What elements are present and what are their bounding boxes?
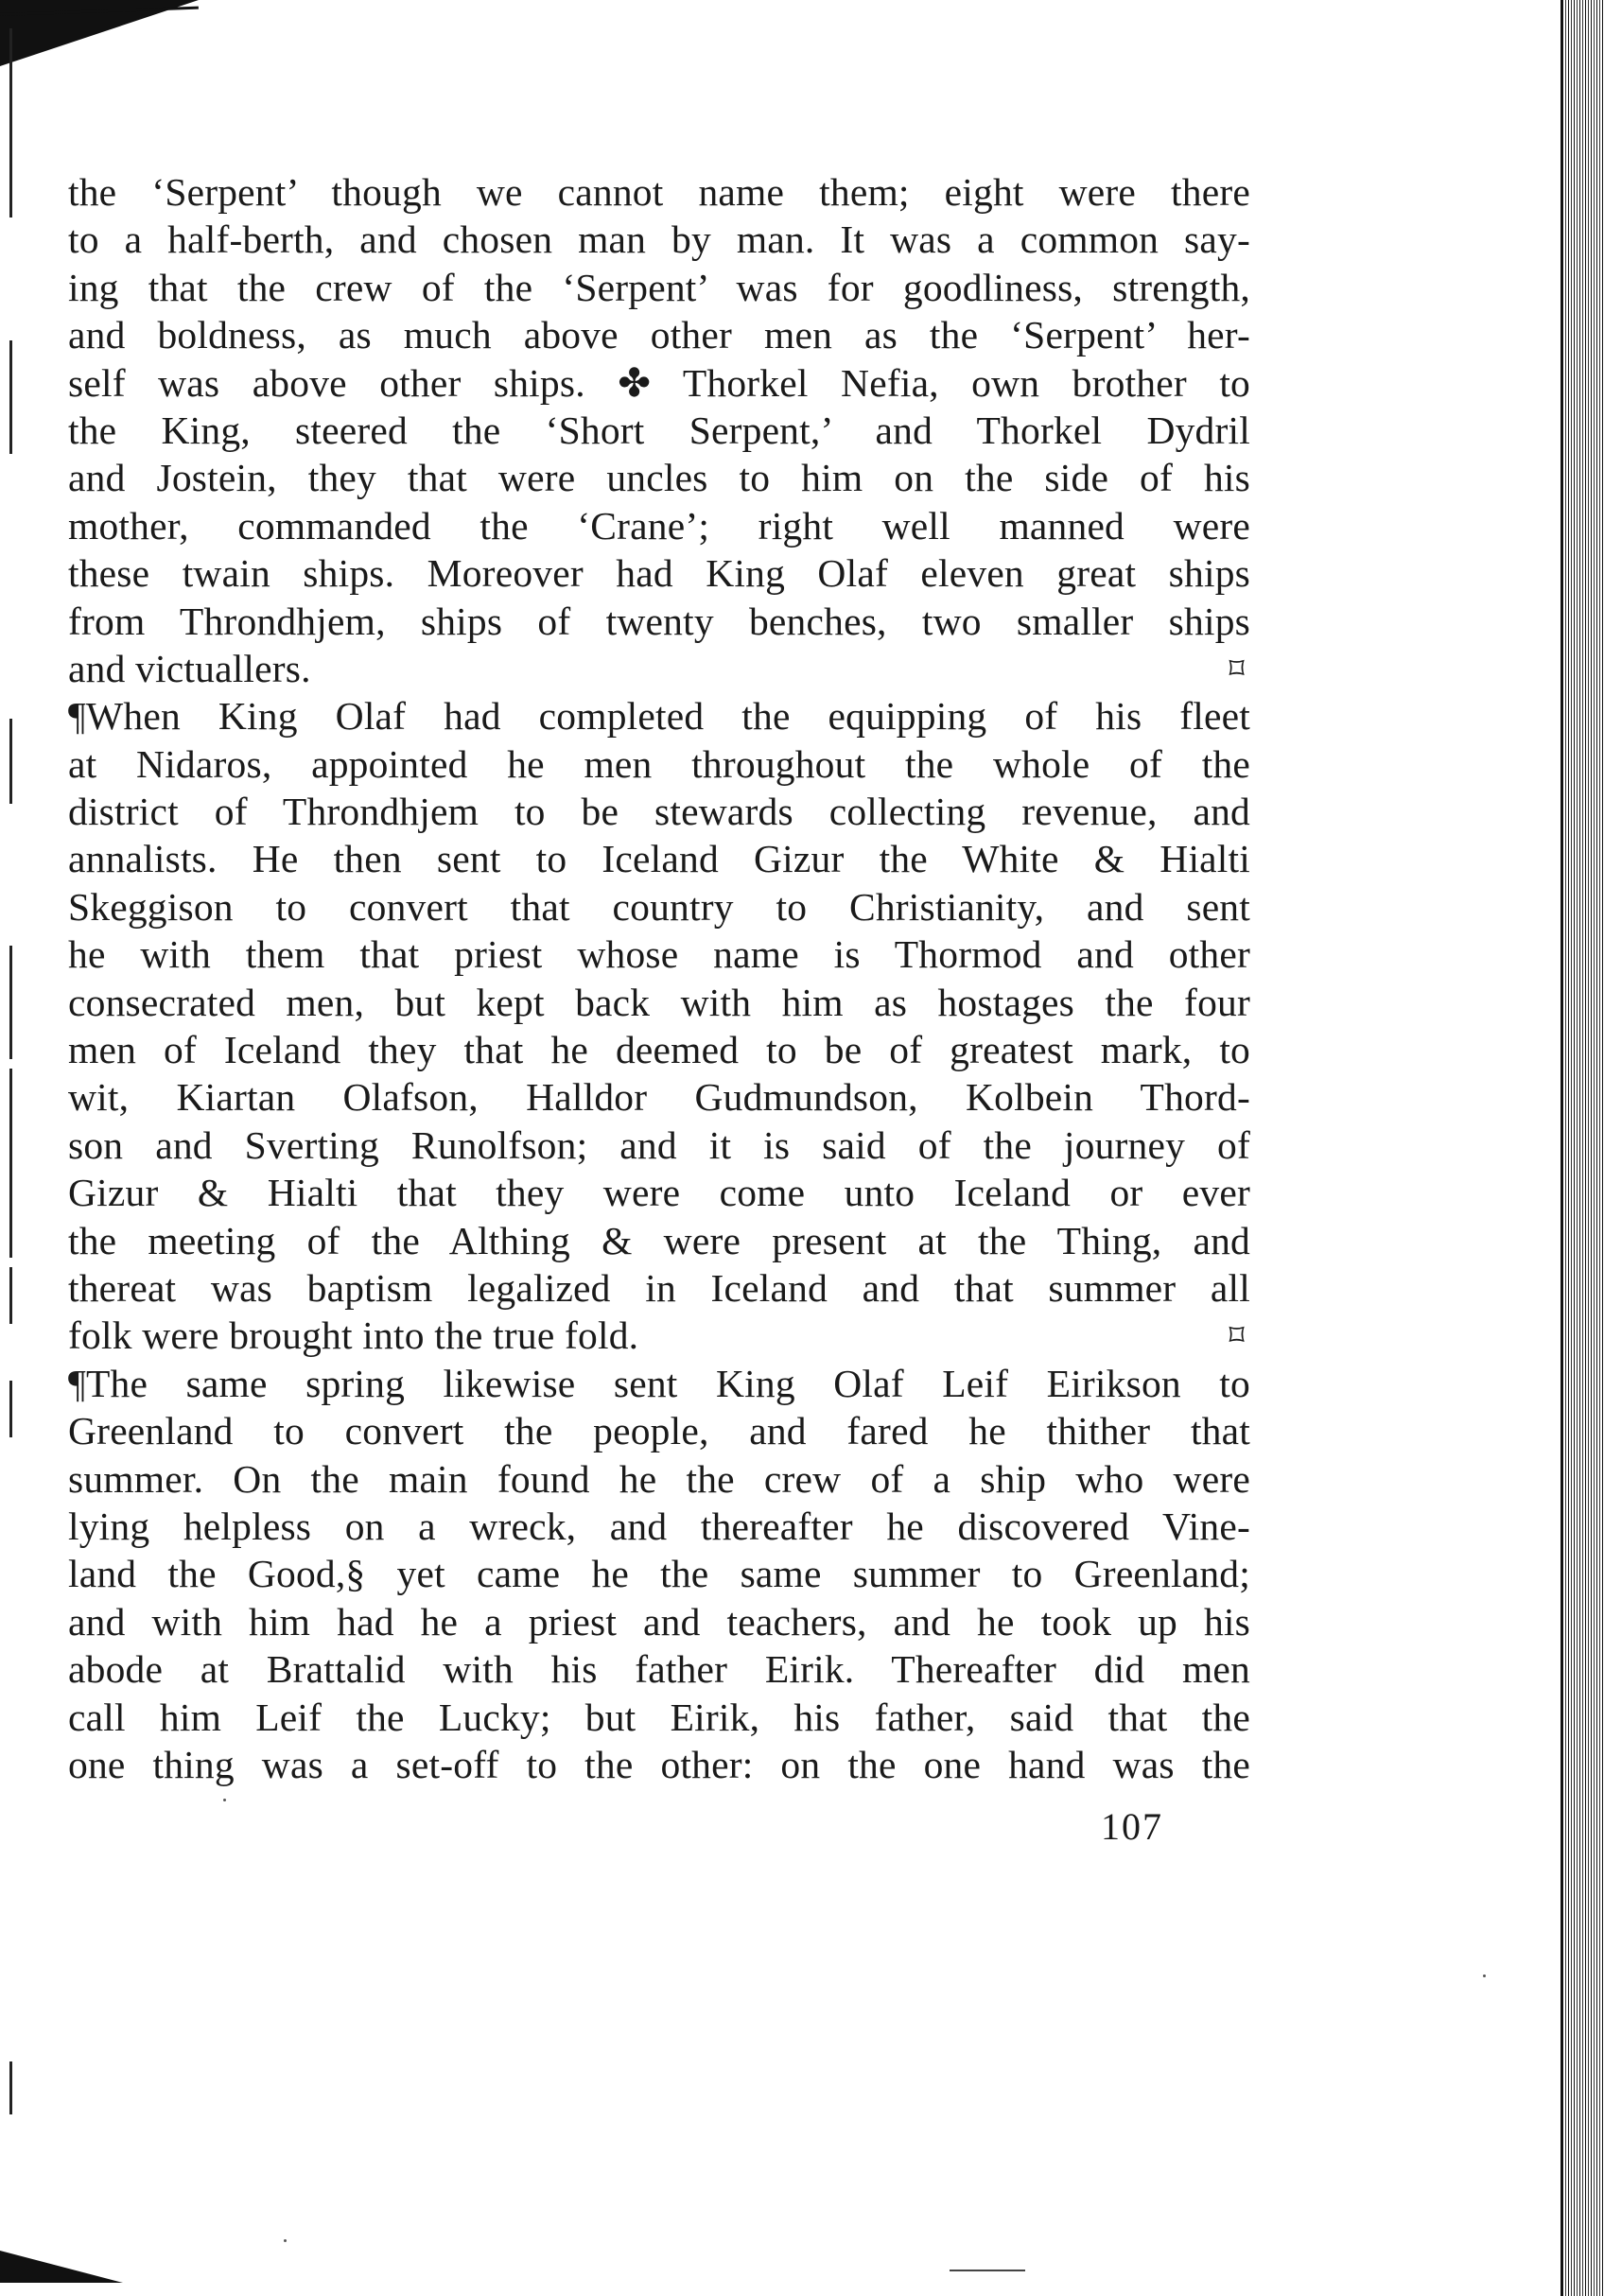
scan-footer-smudge: [950, 2270, 1025, 2271]
paragraph-end-mark-icon: ⌑: [1229, 1317, 1245, 1354]
text-line: ing that the crew of the ‘Serpent’ was for goodliness, strength,: [68, 265, 1250, 309]
text-line: annalists. He then sent to Iceland Gizur the White & Hialti: [68, 837, 1250, 881]
scan-left-rule: [9, 2061, 12, 2114]
text-line: one thing was a set-off to the other: on the one hand was the: [68, 1742, 1250, 1786]
text-line: the King, steered the ‘Short Serpent,’ and Thorkel Dydril: [68, 408, 1250, 452]
scan-left-rule: [9, 1381, 12, 1437]
text-line: consecrated men, but kept back with him as hostages the four: [68, 980, 1250, 1024]
text-line: and Jostein, they that were uncles to him on the side of his: [68, 456, 1250, 500]
scan-left-rule: [9, 719, 12, 804]
paragraph-end-mark-icon: ⌑: [1229, 650, 1245, 687]
text-line: he with them that priest whose name is Thormod and other: [68, 932, 1250, 977]
text-line: land the Good,§ yet came he the same summer to Greenland;: [68, 1552, 1250, 1596]
text-line: and boldness, as much above other men as the ‘Serpent’ her-: [68, 313, 1250, 357]
text-line: mother, commanded the ‘Crane’; right well manned were: [68, 503, 1250, 548]
text-line: and with him had he a priest and teachers, and he took up his: [68, 1599, 1250, 1644]
text-line: lying helpless on a wreck, and thereafter he discovered Vine-: [68, 1504, 1250, 1548]
text-line: self was above other ships. ✤ Thorkel Nefia, own brother to: [68, 360, 1250, 405]
scan-left-rule: [9, 1267, 12, 1324]
text-line: district of Throndhjem to be stewards collecting revenue, and: [68, 790, 1250, 834]
text-line: summer. On the main found he the crew of a ship who were: [68, 1456, 1250, 1501]
text-line: ¶When King Olaf had completed the equipping of his fleet: [68, 694, 1250, 739]
scan-corner-artifact-bottom: [0, 2251, 123, 2283]
scan-speck: [223, 1799, 226, 1801]
text-line-end: and victuallers.: [68, 646, 311, 690]
text-line: these twain ships. Moreover had King Olaf eleven great ships: [68, 551, 1250, 596]
text-line: ¶The same spring likewise sent King Olaf Leif Eirikson to: [68, 1361, 1250, 1405]
body-text-block: [68, 168, 1250, 1788]
text-line: call him Leif the Lucky; but Eirik, his father, said that the: [68, 1695, 1250, 1739]
text-line: Gizur & Hialti that they were come unto Iceland or ever: [68, 1171, 1250, 1215]
text-line: thereat was baptism legalized in Iceland and that summer all: [68, 1265, 1250, 1310]
text-line: son and Sverting Runolfson; and it is said of the journey of: [68, 1122, 1250, 1167]
scan-left-rule: [9, 946, 12, 1059]
scan-left-rule: [9, 1069, 12, 1258]
text-line-end: folk were brought into the true fold.: [68, 1313, 639, 1358]
paragraph-end-line: [68, 645, 1250, 692]
scan-left-rule: [9, 340, 12, 454]
text-line: Skeggison to convert that country to Christianity, and sent: [68, 884, 1250, 929]
text-line: men of Iceland they that he deemed to be of greatest mark, to: [68, 1028, 1250, 1072]
text-line: from Throndhjem, ships of twenty benches, two smaller ships: [68, 599, 1250, 643]
paragraph-end-line: [68, 1312, 1250, 1359]
text-line: the meeting of the Althing & were present at the Thing, and: [68, 1218, 1250, 1262]
page-number: 107: [1101, 1805, 1163, 1848]
text-line: wit, Kiartan Olafson, Halldor Gudmundson, Kolbein Thord-: [68, 1075, 1250, 1120]
book-spine-strip: [1560, 0, 1604, 2296]
scan-left-rule: [9, 28, 12, 217]
scan-speck: [284, 2239, 287, 2242]
text-line: Greenland to convert the people, and fared he thither that: [68, 1409, 1250, 1453]
text-line: to a half-berth, and chosen man by man. It was a common say-: [68, 217, 1250, 262]
text-line: the ‘Serpent’ though we cannot name them; eight were there: [68, 170, 1250, 214]
text-line: abode at Brattalid with his father Eirik. Thereafter did men: [68, 1647, 1250, 1692]
text-line: at Nidaros, appointed he men throughout the whole of the: [68, 741, 1250, 786]
scan-speck: [1483, 1974, 1486, 1977]
